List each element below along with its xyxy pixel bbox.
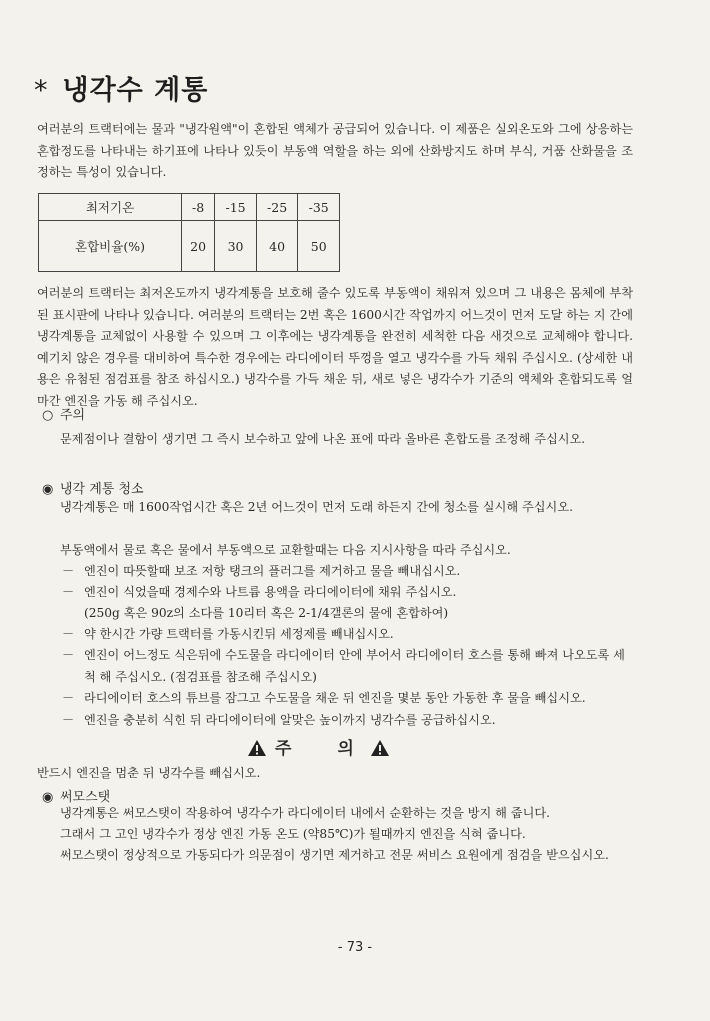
list-item: － 엔진이 식었을때 경제수와 나트륨 용액을 라디에이터에 채워 주십시오. — [62, 582, 632, 604]
table-header-temperature: 최저기온 — [39, 194, 182, 221]
dash-bullet: － — [62, 691, 75, 705]
coolant-paragraph: 여러분의 트랙터는 최저온도까지 냉각계통을 보호해 줄수 있도록 부동액이 채워져 있으며 그 내용은 몸체에 부착된 표시판에 나타나 있습니다. 여러분의 트랙터는 2번 혹은 1600시간 작업까지 어느것이 먼저 도달 하는 지 간에 냉각계통을 교체없이 사용할 수 있으며 그 이후에는 냉각계통을 완전히 세척한 다음 새것으로 교체해야 합니다. 예기치 않은 경우를 대비하여 특수한 경우에는 라디에이터 뚜껑을 열고 냉각수를 가득 채워 주십시오. (상세한 내용은 유첨된 점검표를 참조 하십시오.) 냉각수를 가득 채운 뒤, 새로 넣은 냉각수가 기준의 액체와 혼합되도록 얼마간 엔진을 가동 해 주십시오. — [37, 286, 633, 408]
warning-text: 반드시 엔진을 멈춘 뒤 냉각수를 빼십시오. — [37, 766, 261, 780]
warning-label-left: 주 — [275, 739, 294, 759]
thermostat-heading-text: 써모스탯 — [60, 790, 111, 805]
list-item: － 엔진이 따뜻할때 보조 저항 탱크의 플러그를 제거하고 물을 빼내십시오. — [62, 561, 632, 583]
thermostat-text-3: 써모스탯이 정상적으로 가동되다가 의문점이 생기면 제거하고 전문 써비스 요원에게 점검을 받으십시오. — [60, 848, 609, 862]
table-cell: -8 — [182, 194, 215, 221]
thermostat-text-1: 냉각계통은 써모스탯이 작용하여 냉각수가 라디에이터 내에서 순환하는 것을 방지 해 줍니다. — [60, 806, 550, 820]
table-row — [39, 221, 340, 272]
caution-text: 문제점이나 결함이 생기면 그 즉시 보수하고 앞에 나온 표에 따라 올바른 혼합도를 조정해 주십시오. — [60, 432, 586, 446]
table-cell: -25 — [256, 194, 298, 221]
warning-label-right: 의 — [337, 739, 356, 759]
warning-banner — [247, 734, 390, 759]
warning-triangle-icon — [370, 739, 390, 757]
table-cell: 30 — [215, 221, 257, 272]
bullseye-bullet-icon: ◉ — [42, 482, 54, 497]
table-cell: -15 — [215, 194, 257, 221]
list-item: － 엔진을 충분히 식힌 뒤 라디에이터에 알맞은 높이까지 냉각수를 공급하십시오. — [62, 710, 632, 732]
table-row — [39, 194, 340, 221]
page-title-text: 냉각수 계통 — [62, 75, 209, 106]
asterisk-icon: * — [34, 75, 49, 106]
cleaning-text-1: 냉각계통은 매 1600작업시간 혹은 2년 어느것이 먼저 도래 하든지 간에 청소를 실시해 주십시오. — [60, 500, 573, 514]
intro-paragraph: 여러분의 트랙터에는 물과 "냉각원액"이 혼합된 액체가 공급되어 있습니다. 이 제품은 실외온도와 그에 상응하는 혼합정도를 나타내는 하기표에 나타나 있듯이 부동액 역할을 하는 외에 산화방지도 하며 부식, 거품 산화물을 조정하는 특성이 있습니다. — [37, 122, 633, 179]
cleaning-text-2: 부동액에서 물로 혹은 물에서 부동액으로 교환할때는 다음 지시사항을 따라 주십시오. — [60, 543, 511, 557]
table-cell: -35 — [298, 194, 340, 221]
dash-bullet: － — [62, 564, 75, 578]
circle-bullet-icon: ○ — [42, 408, 54, 423]
dash-bullet: － — [62, 713, 75, 727]
caution-heading-text: 주의 — [60, 408, 86, 423]
list-item-note: (250g 혹은 90z의 소다를 10리터 혹은 2-1/4갤론의 물에 혼합하여) — [84, 606, 449, 620]
dash-bullet: － — [62, 627, 75, 641]
list-item: － 라디에이터 호스의 튜브를 잠그고 수도물을 채운 뒤 엔진을 몇분 동안 가동한 후 물을 빼십시오. — [62, 688, 632, 710]
page-number: - 73 - — [337, 940, 373, 955]
dash-bullet: － — [62, 585, 75, 599]
table-cell: 20 — [182, 221, 215, 272]
table-cell: 50 — [298, 221, 340, 272]
caution-heading — [42, 404, 85, 423]
cleaning-heading-text: 냉각 계통 청소 — [60, 482, 144, 497]
dash-bullet: － — [62, 648, 75, 662]
cleaning-heading — [42, 478, 144, 497]
warning-triangle-icon — [247, 739, 267, 757]
mixing-ratio-table — [38, 193, 340, 272]
page-title — [34, 68, 208, 107]
table-header-ratio: 혼합비율(%) — [39, 221, 182, 272]
bullseye-bullet-icon: ◉ — [42, 790, 54, 805]
list-item: － 엔진이 어느정도 식은뒤에 수도물을 라디에이터 안에 부어서 라디에이터 호스를 통해 빠져 나오도록 세척 해 주십시오. (점검표를 참조해 주십시오) — [62, 645, 632, 688]
list-item: － 약 한시간 가량 트랙터를 가동시킨뒤 세정제를 빼내십시오. — [62, 624, 632, 646]
table-cell: 40 — [256, 221, 298, 272]
thermostat-text-2: 그래서 그 고인 냉각수가 정상 엔진 가동 온도 (약85℃)가 될때까지 엔진을 식혀 줍니다. — [60, 827, 526, 841]
